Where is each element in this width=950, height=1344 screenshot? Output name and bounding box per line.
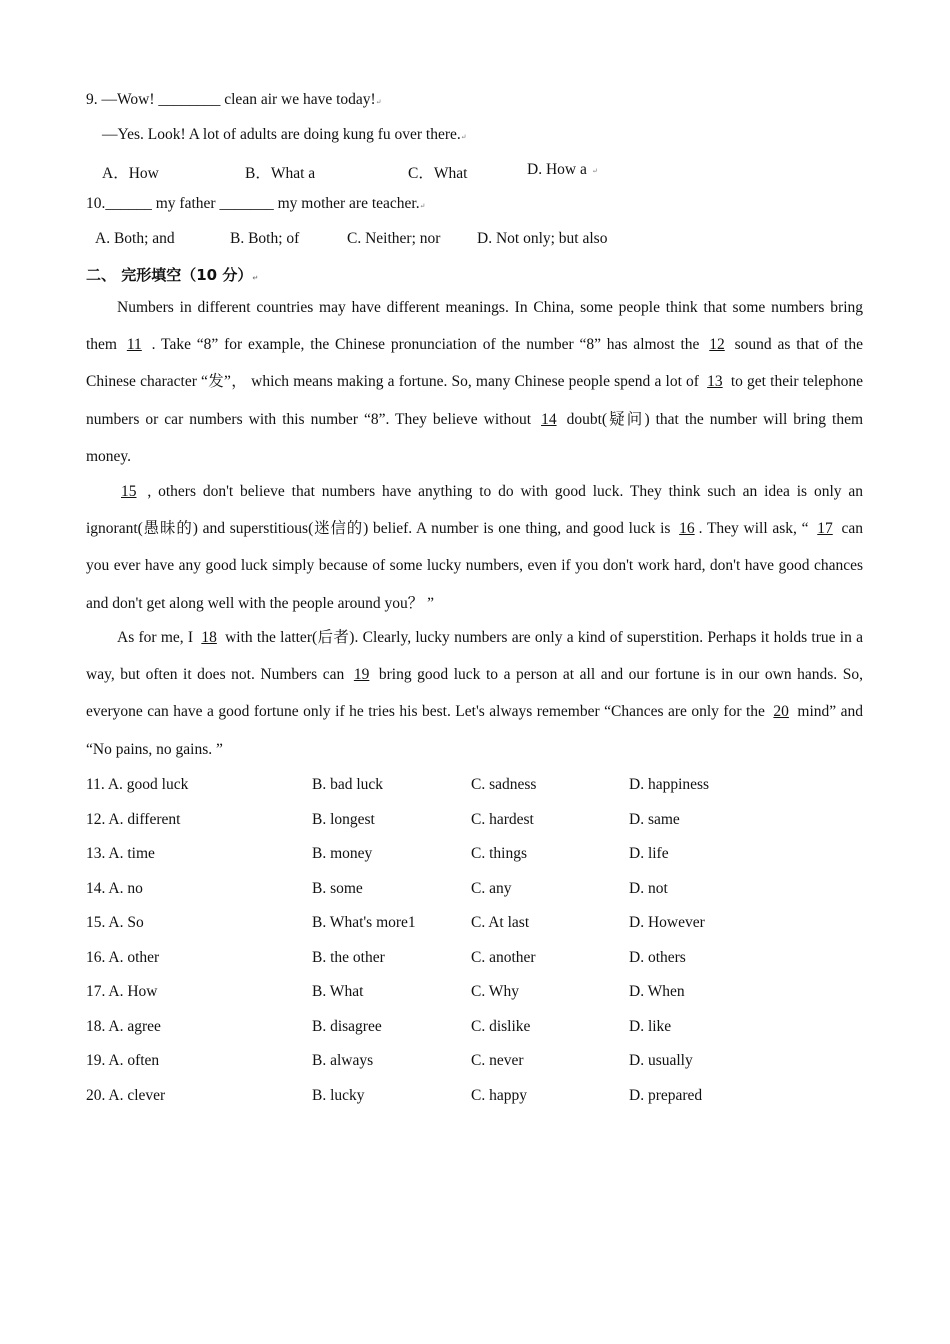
blank-19: 19	[353, 666, 370, 684]
cloze-options-13	[86, 845, 866, 867]
option-a: 17. A. How	[86, 983, 158, 1000]
cloze-options-15	[86, 914, 866, 936]
option-b: B. What's more1	[312, 914, 416, 931]
option-b: B. lucky	[312, 1087, 365, 1104]
passage-text: can you ever have any good luck simply because of some lucky numbers, even if you don't work hard, don't have good chances and don't get along well with the people around you？ ”	[86, 520, 863, 612]
passage-text: doubt(疑问) that the number will bring them money.	[86, 410, 863, 465]
option-d: D. same	[629, 811, 680, 828]
option-a: A．How	[102, 165, 159, 182]
question-text: my father	[155, 195, 216, 212]
option-d: D. usually	[629, 1052, 693, 1069]
option-d: D. How a	[527, 161, 587, 178]
option-c: C. another	[471, 949, 536, 966]
answer-blank: _______	[219, 195, 274, 212]
option-d: D. not	[629, 880, 668, 897]
passage-text: , others don't believe that numbers have anything to do with good luck. They think such an idea is only an ignorant(愚昧的) and superstitious(迷信的) belief. A number is one thing, and good luck is	[86, 483, 863, 538]
option-b: B. the other	[312, 949, 385, 966]
passage-text: bring good luck to a person at all and our fortune is in our own hands. So, everyone can have a good fortune only if he tries his best. Let's always remember “Chances are only for the	[86, 666, 863, 721]
blank-18: 18	[201, 629, 217, 646]
question-text: my mother are teacher.	[277, 195, 420, 212]
option-b: B. What	[312, 983, 364, 1000]
option-a: 16. A. other	[86, 949, 160, 966]
option-c: C. things	[471, 845, 527, 862]
question-10-prompt: 10.______ my father _______ my mother are teacher.↵	[86, 195, 426, 212]
cloze-options-17	[86, 983, 866, 1005]
passage-text: Numbers in different countries may have different meanings. In China, some people think that some numbers bring them	[86, 299, 863, 354]
option-a: 14. A. no	[86, 880, 143, 897]
passage-text: . They will ask, “	[698, 520, 814, 538]
dialogue-reply: —Yes. Look! A lot of adults are doing kung fu over there.	[102, 126, 461, 143]
question-text: clean air we have today!	[224, 91, 376, 108]
question-text: —Wow!	[101, 91, 155, 108]
answer-blank: ________	[158, 91, 221, 108]
answer-blank: ______	[105, 195, 152, 212]
passage-text: . Take “8” for example, the Chinese pronunciation of the number “8” has almost the	[145, 336, 706, 354]
question-9-options: A．How B．What a C．What D. How a ↵	[102, 161, 598, 182]
section-heading: 二、 完形填空（10 分）↵	[86, 266, 259, 284]
passage-paragraph-2	[86, 473, 863, 622]
option-a: 20. A. clever	[86, 1087, 166, 1104]
option-c: C. never	[471, 1052, 524, 1069]
option-b: B. longest	[312, 811, 375, 828]
blank-16: 16	[679, 520, 695, 538]
option-d: D. Not only; but also	[477, 230, 608, 247]
option-d: D. When	[629, 983, 685, 1000]
option-c: C. Neither; nor	[347, 230, 441, 247]
option-d: D. others	[629, 949, 686, 966]
option-b: B．What a	[245, 165, 316, 182]
option-c: C. hardest	[471, 811, 534, 828]
cloze-options-16	[86, 949, 866, 971]
question-number: 9.	[86, 91, 98, 108]
option-a: 15. A. So	[86, 914, 144, 931]
cloze-options-14	[86, 880, 866, 902]
option-a: 19. A. often	[86, 1052, 160, 1069]
option-d: D. happiness	[629, 776, 710, 793]
option-b: B. disagree	[312, 1018, 382, 1035]
passage-text: mind” and “No pains, no gains. ”	[86, 703, 863, 758]
option-b: B. some	[312, 880, 363, 897]
option-a: 18. A. agree	[86, 1018, 161, 1035]
blank-12: 12	[709, 336, 725, 354]
blank-13: 13	[707, 373, 723, 391]
option-a: 13. A. time	[86, 845, 155, 862]
option-d: D. However	[629, 914, 705, 931]
blank-20: 20	[773, 703, 789, 721]
passage-paragraph-3	[86, 619, 863, 768]
passage-paragraph-1	[86, 289, 863, 475]
cloze-options-19	[86, 1052, 866, 1074]
option-c: C. Why	[471, 983, 519, 1000]
option-b: B. money	[312, 845, 373, 862]
option-c: C. At last	[471, 914, 530, 931]
option-a: 12. A. different	[86, 811, 181, 828]
passage-text: sound as that of the Chinese character “发”， which means making a fortune. So, many Chinese people spend a lot of	[86, 336, 863, 391]
option-c: C. any	[471, 880, 512, 897]
option-b: B. always	[312, 1052, 374, 1069]
cloze-options-18	[86, 1018, 866, 1040]
option-b: B. bad luck	[312, 776, 384, 793]
blank-17: 17	[817, 520, 833, 538]
cloze-options-20	[86, 1087, 866, 1109]
cloze-options-11	[86, 776, 866, 798]
option-c: C．What	[408, 165, 468, 182]
option-d: D. life	[629, 845, 669, 862]
section-title: 二、 完形填空（10 分）	[86, 266, 253, 284]
passage-text: As for me, I	[117, 629, 198, 646]
option-a: A. Both; and	[95, 230, 175, 247]
question-10-options	[95, 230, 655, 252]
question-9-reply: —Yes. Look! A lot of adults are doing kung fu over there.↵	[102, 126, 467, 143]
option-c: C. sadness	[471, 776, 537, 793]
cloze-options-12	[86, 811, 866, 833]
question-number: 10.	[86, 195, 106, 212]
blank-14: 14	[541, 410, 557, 428]
option-d: D. prepared	[629, 1087, 703, 1104]
blank-11: 11	[126, 336, 142, 354]
option-c: C. happy	[471, 1087, 527, 1104]
option-c: C. dislike	[471, 1018, 531, 1035]
passage-text: to get their telephone numbers or car numbers with this number “8”. They believe without	[86, 373, 863, 428]
option-d: D. like	[629, 1018, 672, 1035]
passage-text: with the latter(后者). Clearly, lucky numbers are only a kind of superstition. Perhaps it holds true in a way, but often it does not. Numbers can	[86, 629, 863, 684]
question-9-prompt: 9. —Wow! ________ clean air we have today!↵	[86, 91, 382, 108]
option-a: 11. A. good luck	[86, 776, 189, 793]
option-b: B. Both; of	[230, 230, 300, 247]
blank-15: 15	[121, 483, 137, 500]
